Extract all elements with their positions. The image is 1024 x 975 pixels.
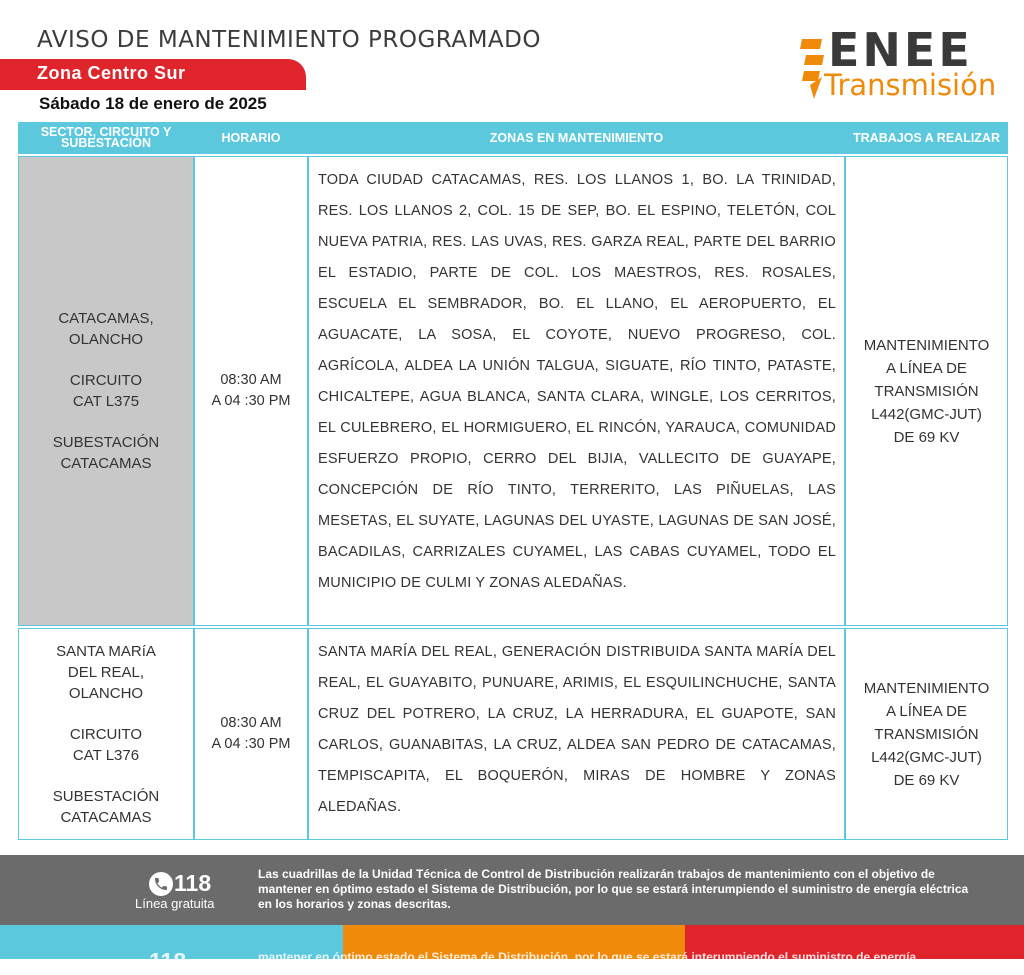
work-line: DE 69 KV <box>893 428 960 446</box>
zone-label: Zona Centro Sur <box>37 63 186 83</box>
ghost-phone-number: 118 <box>149 948 187 974</box>
phone-label: Línea gratuita <box>135 896 215 911</box>
work-line: DE 69 KV <box>893 771 960 789</box>
time-start: 08:30 AM <box>220 715 282 731</box>
substation-label: SUBESTACIÓN <box>52 787 160 805</box>
time-end: A 04 :30 PM <box>211 736 291 752</box>
sector-location: SANTA MARíA <box>56 642 156 660</box>
table-row-2-zones: SANTA MARÍA DEL REAL, GENERACIÓN DISTRIBUIDA SANTA MARÍA DEL REAL, EL GUAYABITO, PUNUARE, ARIMIS, EL ESQUILINCHUCHE, SANTA CRUZ DEL POTRERO, LA CRUZ, LA HERRADURA, EL GUAPOTE, SAN CARLOS, GUANABITAS, LA CRUZ, ALDEA SAN PEDRO DE CATACAMAS, TEMPISCAPITA, EL BOQUERÓN, MIRAS DE HOMBRE Y ZONAS ALEDAÑAS. <box>308 628 845 840</box>
work-line: TRANSMISIÓN <box>874 725 979 743</box>
table-header <box>18 122 1008 154</box>
phone-number: 118 <box>174 870 212 896</box>
page-title: AVISO DE MANTENIMIENTO PROGRAMADO <box>37 27 541 53</box>
work-line: L442(GMC-JUT) <box>871 748 982 766</box>
table-row-1-zones: TODA CIUDAD CATACAMAS, RES. LOS LLANOS 1, BO. LA TRINIDAD, RES. LOS LLANOS 2, COL. 15 DE SEP, BO. EL ESPINO, TELETÓN, COL NUEVA PATRIA, RES. LAS UVAS, RES. GARZA REAL, PARTE DEL BARRIO EL ESTADIO, PARTE DE COL. LOS MAESTROS, RES. ROSALES, ESCUELA EL SEMBRADOR, BO. EL LLANO, EL AEROPUERTO, EL AGUACATE, LA SOSA, EL COYOTE, NUEVO PROGRESO, COL. AGRÍCOLA, ALDEA LA UNIÓN TALGUA, SIGUATE, RÍO TINTO, PATASTE, CHICALTEPE, AGUA BLANCA, SANTA CLARA, WINGLE, LOS CERRITOS, EL CULEBRERO, EL HORMIGUERO, EL RINCÓN, YARAUCA, COMUNIDAD ESFUERZO PROPIO, CERRO DEL BIJIA, VALLECITO DE GUAYAPE, CONCEPCIÓN DE RÍO TINTO, TERRERITO, LAS PIÑUELAS, LAS MESETAS, EL SUYATE, LAGUNAS DEL UYASTE, LAGUNAS DE SAN JOSÉ, BACADILAS, CARRIZALES CUYAMEL, LAS CABAS CUYAMEL, TODO EL MUNICIPIO DE CULMI Y ZONAS ALEDAÑAS. <box>308 156 845 626</box>
substation-name: CATACAMAS <box>60 455 152 472</box>
sector-location: CATACAMAS, <box>58 310 154 327</box>
sector-location: OLANCHO <box>68 684 144 702</box>
circuit-label: CIRCUITO <box>69 725 143 743</box>
header-trabajos: TRABAJOS A REALIZAR <box>853 130 1000 145</box>
footer-message: Las cuadrillas de la Unidad Técnica de Control de Distribución realizarán trabajos de mantenimiento con el objetivo de mantener en óptimo estado el Sistema de Distribución, por lo que se estará interumpiendo el suministro de energía eléctrica en los horarios y zonas descritas. <box>258 867 969 911</box>
logo-text: ENEE <box>828 23 973 77</box>
work-line: A LÍNEA DE <box>886 359 967 377</box>
work-line: TRANSMISIÓN <box>874 382 979 400</box>
work-line: MANTENIMIENTO <box>863 679 990 697</box>
table-row-2-sector <box>18 628 194 840</box>
time-end: A 04 :30 PM <box>211 393 291 409</box>
substation-name: CATACAMAS <box>60 808 152 826</box>
time-start: 08:30 AM <box>220 372 282 388</box>
header-horario: HORARIO <box>221 130 281 145</box>
circuit-label: CIRCUITO <box>69 372 143 389</box>
table-row-2-work <box>845 628 1008 840</box>
work-line: MANTENIMIENTO <box>863 336 990 354</box>
phone-icon <box>149 872 173 896</box>
sector-location: OLANCHO <box>68 331 144 348</box>
logo-subtitle: Transmisión <box>824 68 997 102</box>
date-label: Sábado 18 de enero de 2025 <box>39 94 267 113</box>
enee-logo <box>800 23 1000 103</box>
ghost-footer-text: mantener en óptimo estado el Sistema de Distribución, por lo que se estará interumpiendo el suministro de energía <box>258 950 917 964</box>
header-sector: SECTOR, CIRCUITO Y SUBESTACIÓN <box>40 125 172 150</box>
phone-glyph-icon <box>153 876 169 892</box>
table-row-2-time <box>194 628 308 840</box>
table-row-1-sector <box>18 156 194 626</box>
work-line: A LÍNEA DE <box>886 702 967 720</box>
circuit-id: CAT L375 <box>72 393 140 410</box>
table-row-1-work <box>845 156 1008 626</box>
substation-label: SUBESTACIÓN <box>52 434 160 451</box>
sector-location: DEL REAL, <box>67 663 145 681</box>
circuit-id: CAT L376 <box>72 746 140 764</box>
work-line: L442(GMC-JUT) <box>871 405 982 423</box>
header-zonas: ZONAS EN MANTENIMIENTO <box>489 130 664 145</box>
table-row-1-time <box>194 156 308 626</box>
